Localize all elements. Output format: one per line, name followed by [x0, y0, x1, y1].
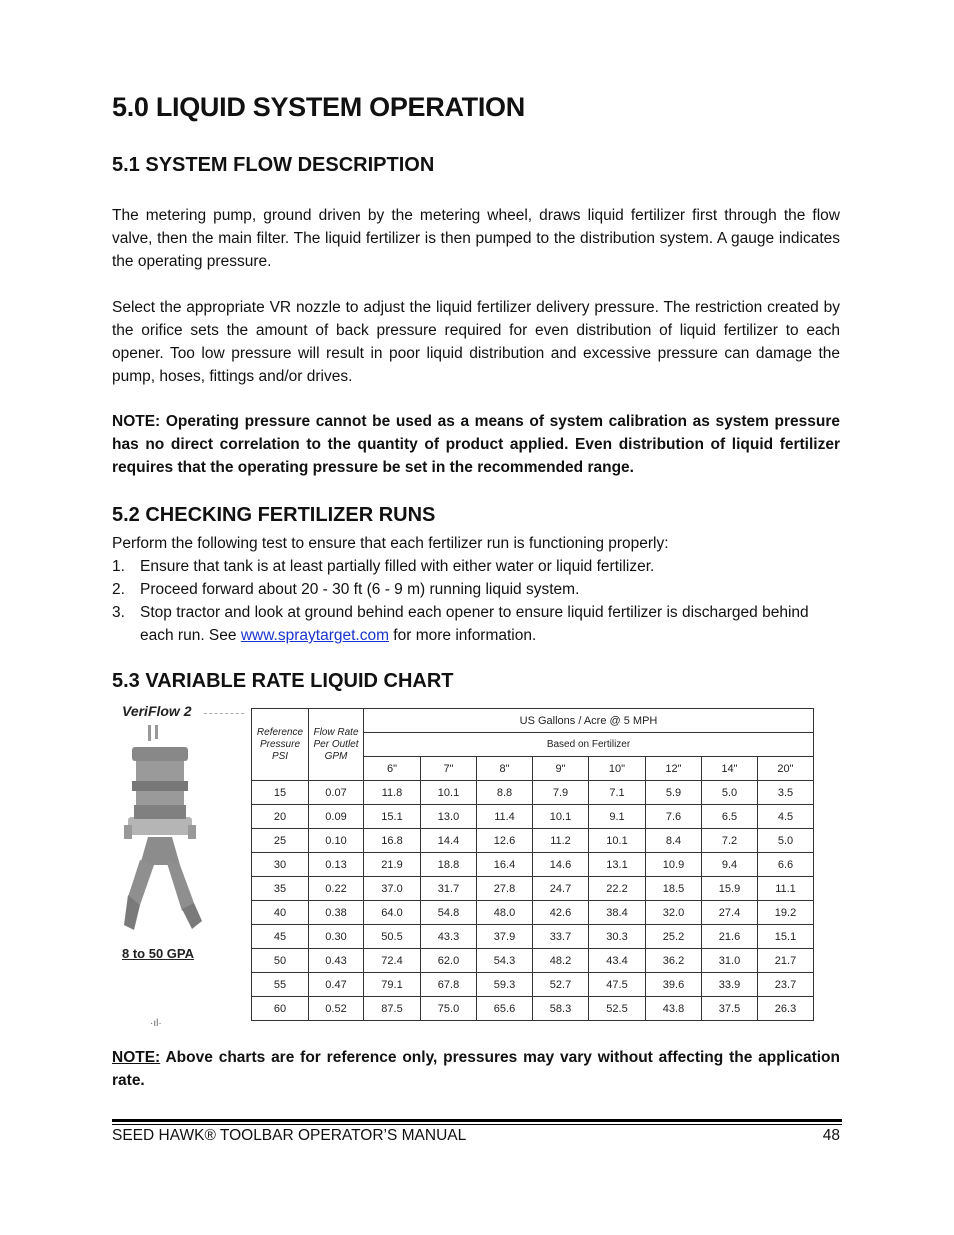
rate-cell: 11.4: [477, 805, 533, 829]
rate-cell: 39.6: [646, 973, 702, 997]
rate-cell: 13.1: [589, 853, 646, 877]
rate-cell: 18.5: [646, 877, 702, 901]
rate-cell: 10.9: [646, 853, 702, 877]
list-item: [112, 555, 842, 578]
table-header-row: [252, 709, 814, 733]
pressure-cell: 15: [252, 781, 309, 805]
rate-cell: 43.4: [589, 949, 646, 973]
rate-cell: 37.5: [702, 997, 758, 1021]
rate-cell: 21.7: [758, 949, 814, 973]
rate-cell: 3.5: [758, 781, 814, 805]
rate-cell: 26.3: [758, 997, 814, 1021]
table-row: [252, 925, 814, 949]
rate-cell: 52.5: [589, 997, 646, 1021]
step-text: Proceed forward about 20 - 30 ft (6 - 9 m) running liquid system.: [140, 581, 580, 598]
flow-rate-cell: 0.22: [309, 877, 364, 901]
flow-rate-cell: 0.38: [309, 901, 364, 925]
rate-cell: 43.8: [646, 997, 702, 1021]
spacing-header: 7": [421, 757, 477, 781]
pressure-cell: 50: [252, 949, 309, 973]
rate-cell: 31.0: [702, 949, 758, 973]
pressure-cell: 40: [252, 901, 309, 925]
pressure-cell: 20: [252, 805, 309, 829]
rate-cell: 27.4: [702, 901, 758, 925]
rate-cell: 8.4: [646, 829, 702, 853]
list-item: [112, 601, 842, 647]
pressure-cell: 30: [252, 853, 309, 877]
gpa-range-label: 8 to 50 GPA: [122, 946, 195, 961]
rate-cell: 6.5: [702, 805, 758, 829]
spacing-header: 10": [589, 757, 646, 781]
footer-rule-thin: [112, 1124, 842, 1125]
spraytarget-link[interactable]: www.spraytarget.com: [240, 627, 389, 644]
rate-cell: 6.6: [758, 853, 814, 877]
pressure-cell: 45: [252, 925, 309, 949]
rate-cell: 58.3: [533, 997, 589, 1021]
section-heading-5-3: 5.3 VARIABLE RATE LIQUID CHART: [112, 670, 454, 692]
runs-steps-list: [112, 555, 842, 647]
nozzle-image: [120, 725, 210, 940]
rate-cell: 33.9: [702, 973, 758, 997]
spacing-header: 6": [364, 757, 421, 781]
pressure-column-header: Reference Pressure PSI: [252, 709, 309, 781]
rate-cell: 13.0: [421, 805, 477, 829]
pressure-note: NOTE: Operating pressure cannot be used as a means of system calibration as system pressure has no direct correlation to the quantity of product applied. Even distribution of liquid fertilizer requires that the operating pressure be set in the recommended range.: [112, 413, 840, 476]
rate-cell: 5.0: [702, 781, 758, 805]
rate-cell: 5.9: [646, 781, 702, 805]
rate-cell: 15.9: [702, 877, 758, 901]
section-heading-5-2: 5.2 CHECKING FERTILIZER RUNS: [112, 504, 436, 526]
rate-cell: 7.6: [646, 805, 702, 829]
rate-cell: 16.4: [477, 853, 533, 877]
flow-column-header: Flow Rate Per Outlet GPM: [309, 709, 364, 781]
rate-cell: 52.7: [533, 973, 589, 997]
rate-cell: 22.2: [589, 877, 646, 901]
rate-cell: 24.7: [533, 877, 589, 901]
pressure-cell: 25: [252, 829, 309, 853]
rate-cell: 11.8: [364, 781, 421, 805]
step-text-end: for more information.: [389, 627, 537, 644]
image-mark: ·ıl·: [150, 1018, 162, 1029]
footer-manual-title: SEED HAWK® TOOLBAR OPERATOR’S MANUAL: [112, 1127, 467, 1144]
rate-cell: 10.1: [421, 781, 477, 805]
rate-cell: 32.0: [646, 901, 702, 925]
step-text: Ensure that tank is at least partially filled with either water or liquid fertilizer.: [140, 558, 655, 575]
rate-cell: 21.9: [364, 853, 421, 877]
table-row: [252, 949, 814, 973]
table-row: [252, 973, 814, 997]
chart-note: [112, 1046, 840, 1092]
flow-rate-cell: 0.09: [309, 805, 364, 829]
rate-cell: 42.6: [533, 901, 589, 925]
flow-rate-cell: 0.13: [309, 853, 364, 877]
rate-cell: 27.8: [477, 877, 533, 901]
rate-cell: 31.7: [421, 877, 477, 901]
table-row: [252, 997, 814, 1021]
rate-cell: 15.1: [758, 925, 814, 949]
step-number: 2.: [112, 581, 125, 598]
table-row: [252, 781, 814, 805]
footer-rule: [112, 1119, 842, 1122]
flow-rate-cell: 0.43: [309, 949, 364, 973]
rate-cell: 37.0: [364, 877, 421, 901]
rate-cell: 62.0: [421, 949, 477, 973]
rate-cell: 48.0: [477, 901, 533, 925]
product-label: VeriFlow 2: [122, 703, 192, 719]
rate-cell: 12.6: [477, 829, 533, 853]
table-row: [252, 877, 814, 901]
rate-cell: 38.4: [589, 901, 646, 925]
flow-rate-cell: 0.10: [309, 829, 364, 853]
rate-cell: 54.3: [477, 949, 533, 973]
rate-cell: 65.6: [477, 997, 533, 1021]
rate-cell: 48.2: [533, 949, 589, 973]
rate-cell: 23.7: [758, 973, 814, 997]
rate-cell: 47.5: [589, 973, 646, 997]
nozzle-paragraph: Select the appropriate VR nozzle to adjust the liquid fertilizer delivery pressure. The restriction created by the orifice sets the amount of back pressure required for even distribution of liquid fertilizer to each opener. Too low pressure will result in poor liquid distribution and excessive pressure can damage the pump, hoses, fittings and/or drives.: [112, 299, 840, 385]
rate-cell: 18.8: [421, 853, 477, 877]
rate-cell: 87.5: [364, 997, 421, 1021]
rate-cell: 15.1: [364, 805, 421, 829]
flow-rate-cell: 0.07: [309, 781, 364, 805]
step-number: 1.: [112, 558, 125, 575]
rate-cell: 16.8: [364, 829, 421, 853]
rate-cell: 9.1: [589, 805, 646, 829]
rate-cell: 36.2: [646, 949, 702, 973]
rate-cell: 10.1: [589, 829, 646, 853]
rate-cell: 54.8: [421, 901, 477, 925]
table-row: [252, 805, 814, 829]
spacing-header: 12": [646, 757, 702, 781]
rate-cell: 64.0: [364, 901, 421, 925]
rate-cell: 14.6: [533, 853, 589, 877]
rate-cell: 72.4: [364, 949, 421, 973]
pressure-cell: 35: [252, 877, 309, 901]
flow-rate-cell: 0.30: [309, 925, 364, 949]
chart-subtitle: Based on Fertilizer: [364, 733, 814, 757]
rate-cell: 5.0: [758, 829, 814, 853]
spacing-header: 14": [702, 757, 758, 781]
rate-cell: 4.5: [758, 805, 814, 829]
rate-cell: 33.7: [533, 925, 589, 949]
chart-title: US Gallons / Acre @ 5 MPH: [364, 709, 814, 733]
rate-cell: 67.8: [421, 973, 477, 997]
spacing-header: 20": [758, 757, 814, 781]
rate-cell: 11.1: [758, 877, 814, 901]
rate-cell: 37.9: [477, 925, 533, 949]
rate-cell: 14.4: [421, 829, 477, 853]
rate-cell: 75.0: [421, 997, 477, 1021]
page-title: 5.0 LIQUID SYSTEM OPERATION: [112, 92, 525, 122]
table-row: [252, 829, 814, 853]
rate-cell: 25.2: [646, 925, 702, 949]
rate-cell: 19.2: [758, 901, 814, 925]
rate-cell: 59.3: [477, 973, 533, 997]
pressure-cell: 55: [252, 973, 309, 997]
flow-description-paragraph: The metering pump, ground driven by the metering wheel, draws liquid fertilizer first through the flow valve, then the main filter. The liquid fertilizer is then pumped to the distribution system. A gauge indicates the operating pressure.: [112, 207, 840, 270]
runs-intro: Perform the following test to ensure that each fertilizer run is functioning properly:: [112, 535, 669, 552]
decorative-line: [204, 713, 244, 714]
rate-cell: 43.3: [421, 925, 477, 949]
variable-rate-chart: [251, 708, 814, 1021]
rate-cell: 50.5: [364, 925, 421, 949]
flow-rate-cell: 0.52: [309, 997, 364, 1021]
spacing-header: 9": [533, 757, 589, 781]
rate-cell: 79.1: [364, 973, 421, 997]
chart-note-label: NOTE:: [112, 1049, 161, 1066]
section-heading-5-1: 5.1 SYSTEM FLOW DESCRIPTION: [112, 154, 435, 176]
rate-cell: 11.2: [533, 829, 589, 853]
step-text: Stop tractor and look at ground behind each opener to ensure liquid fertilizer is discharged behind each run. See: [140, 604, 809, 644]
chart-note-text: Above charts are for reference only, pressures may vary without affecting the application rate.: [112, 1049, 840, 1089]
pressure-cell: 60: [252, 997, 309, 1021]
rate-cell: 7.9: [533, 781, 589, 805]
rate-cell: 7.1: [589, 781, 646, 805]
footer-page-number: 48: [822, 1127, 840, 1144]
table-row: [252, 853, 814, 877]
list-item: [112, 578, 842, 601]
rate-cell: 7.2: [702, 829, 758, 853]
rate-cell: 9.4: [702, 853, 758, 877]
table-row: [252, 901, 814, 925]
flow-rate-cell: 0.47: [309, 973, 364, 997]
rate-cell: 8.8: [477, 781, 533, 805]
rate-cell: 21.6: [702, 925, 758, 949]
spacing-header: 8": [477, 757, 533, 781]
rate-cell: 30.3: [589, 925, 646, 949]
rate-cell: 10.1: [533, 805, 589, 829]
step-number: 3.: [112, 604, 125, 621]
